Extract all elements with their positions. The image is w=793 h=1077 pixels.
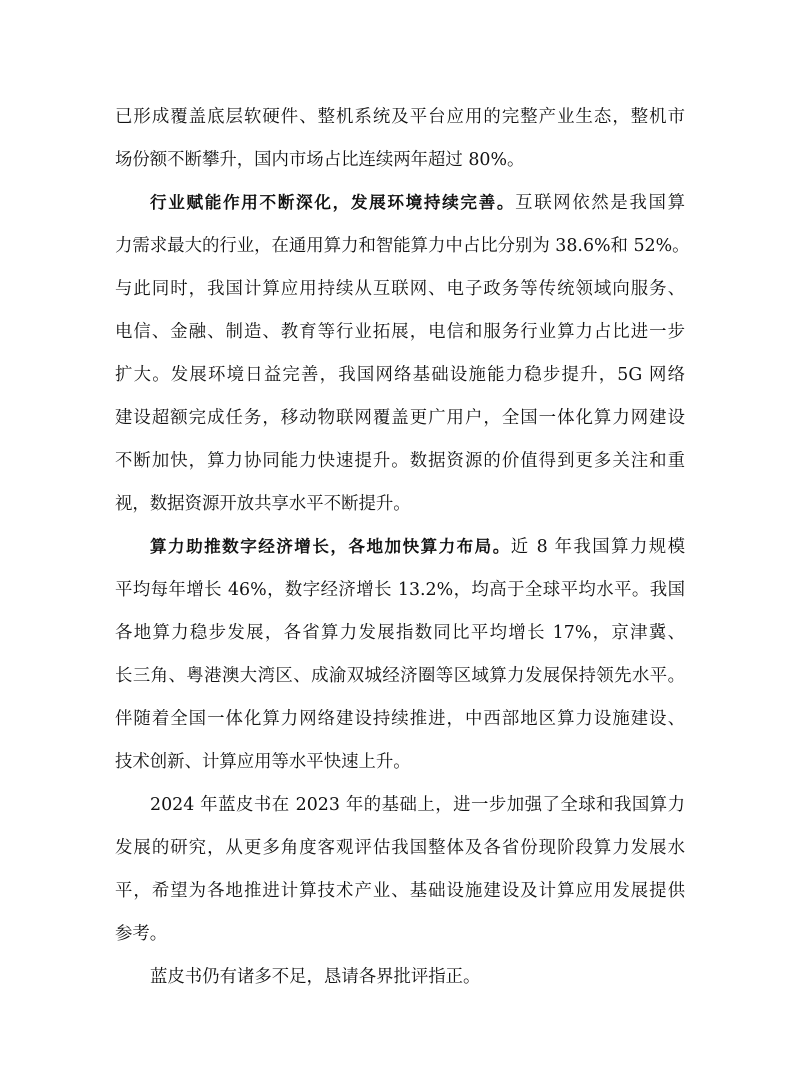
paragraph-2-line-5: 扩大。发展环境日益完善，我国网络基础设施能力稳步提升，5G 网络 — [115, 365, 685, 385]
paragraph-4-line-3: 平，希望为各地推进计算技术产业、基础设施建设及计算应用发展提供 — [115, 881, 685, 901]
paragraph-2-line-1-text: 互联网依然是我国算 — [515, 193, 685, 213]
paragraph-2-line-1 — [150, 189, 685, 217]
paragraph-2-line-6: 建设超额完成任务，移动物联网覆盖更广用户，全国一体化算力网建设 — [115, 408, 685, 428]
paragraph-2-line-3: 与此同时，我国计算应用持续从互联网、电子政务等传统领域向服务、 — [115, 279, 685, 299]
paragraph-2-heading: 行业赋能作用不断深化，发展环境持续完善。 — [150, 193, 516, 212]
paragraph-3-line-2: 平均每年增长 46%，数字经济增长 13.2%，均高于全球平均水平。我国 — [115, 580, 685, 600]
paragraph-1-line-1: 已形成覆盖底层软硬件、整机系统及平台应用的完整产业生态，整机市 — [115, 107, 685, 127]
paragraph-3-line-1 — [150, 533, 685, 561]
paragraph-2-line-2: 力需求最大的行业，在通用算力和智能算力中占比分别为 38.6%和 52%。 — [115, 236, 690, 256]
paragraph-4-line-1: 2024 年蓝皮书在 2023 年的基础上，进一步加强了全球和我国算力 — [150, 795, 685, 815]
paragraph-2-line-4: 电信、金融、制造、教育等行业拓展，电信和服务行业算力占比进一步 — [115, 322, 685, 342]
paragraph-3-heading: 算力助推数字经济增长，各地加快算力布局。 — [150, 537, 511, 556]
paragraph-4-line-4: 参考。 — [115, 924, 168, 944]
paragraph-3-line-6: 技术创新、计算应用等水平快速上升。 — [115, 752, 411, 772]
paragraph-2-line-7: 不断加快，算力协同能力快速提升。数据资源的价值得到更多关注和重 — [115, 451, 685, 471]
paragraph-5-line-1: 蓝皮书仍有诸多不足，恳请各界批评指正。 — [150, 967, 481, 987]
paragraph-3-line-3: 各地算力稳步发展，各省算力发展指数同比平均增长 17%，京津冀、 — [115, 623, 685, 643]
paragraph-3-line-4: 长三角、粤港澳大湾区、成渝双城经济圈等区域算力发展保持领先水平。 — [115, 666, 685, 686]
paragraph-4-line-2: 发展的研究，从更多角度客观评估我国整体及各省份现阶段算力发展水 — [115, 838, 685, 858]
paragraph-2-line-8: 视，数据资源开放共享水平不断提升。 — [115, 494, 411, 514]
paragraph-1-line-2: 场份额不断攀升，国内市场占比连续两年超过 80%。 — [115, 150, 525, 170]
paragraph-3-line-1-text: 近 8 年我国算力规模 — [510, 537, 686, 557]
paragraph-3-line-5: 伴随着全国一体化算力网络建设持续推进，中西部地区算力设施建设、 — [115, 709, 685, 729]
